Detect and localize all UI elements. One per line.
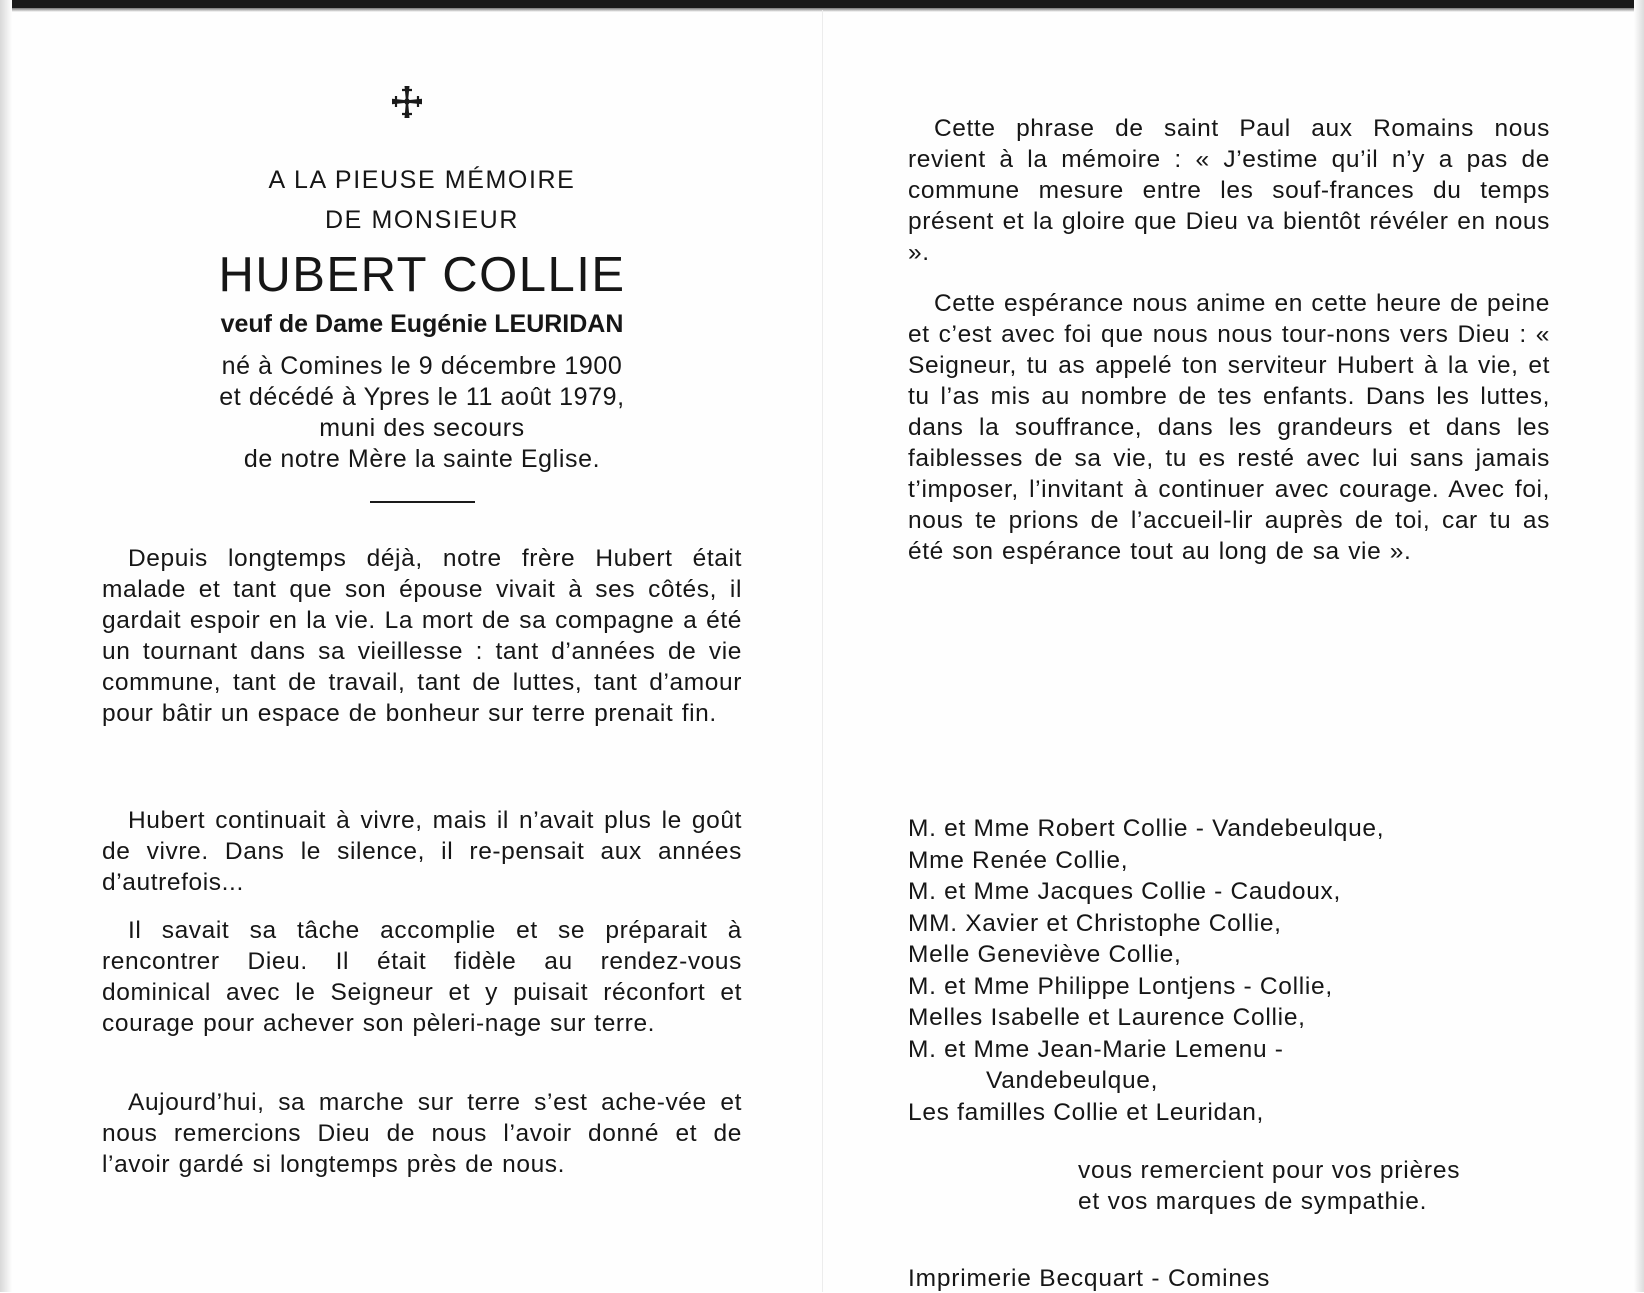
thanks-block xyxy=(1078,1155,1460,1217)
right-paragraph-1: Cette phrase de saint Paul aux Romains nous revient à la mémoire : « J’estime qu’il n’y a pas de commune mesure entre les souf-frances du temps présent et la gloire que Dieu va bientôt révéler en nous ». xyxy=(908,115,1550,266)
family-line: Melle Geneviève Collie, xyxy=(908,941,1182,968)
widower-line: veuf de Dame Eugénie LEURIDAN xyxy=(220,310,624,338)
scan-left-edge xyxy=(0,0,12,1292)
family-line: MM. Xavier et Christophe Collie, xyxy=(908,909,1282,937)
family-line: Vandebeulque, xyxy=(986,1067,1159,1094)
page-fold xyxy=(822,10,823,1292)
family-line: Melles Isabelle et Laurence Collie, xyxy=(908,1004,1306,1031)
family-line: M. et Mme Robert Collie - Vandebeulque, xyxy=(908,815,1385,842)
scan-top-edge xyxy=(0,0,1644,8)
memorial-heading: A LA PIEUSE MÉMOIRE xyxy=(268,166,576,194)
thanks-line-1: vous remercient pour vos prières xyxy=(1078,1157,1461,1184)
death-line: et décédé à Ypres le 11 août 1979, xyxy=(219,383,625,411)
family-line: Les familles Collie et Leuridan, xyxy=(908,1098,1265,1126)
family-line: M. et Mme Philippe Lontjens - Collie, xyxy=(908,972,1333,1000)
printer-credit: Imprimerie Becquart - Comines xyxy=(908,1265,1271,1292)
thanks-line-2: et vos marques de sympathie. xyxy=(1078,1188,1428,1215)
family-line: M. et Mme Jean-Marie Lemenu - xyxy=(908,1035,1284,1063)
right-paragraph-2: Cette espérance nous anime en cette heure de peine et c’est avec foi que nous nous tour-nons vers Dieu : « Seigneur, tu as appelé ton serviteur Hubert à la vie, et tu l’as mis au nombre de tes enfants. Dans les luttes, dans la souffrance, dans les grandeurs et dans les faiblesses de sa vie, tu es resté avec lui sans jamais t’imposer, l’invitant à continuer avec courage. Avec foi, nous te prions de l’accueil-lir auprès de toi, car tu as été son espérance tout au long de sa vie ». xyxy=(908,290,1550,565)
sacraments-line-1: muni des secours xyxy=(319,414,525,442)
deceased-name: HUBERT COLLIE xyxy=(218,248,626,302)
family-line: M. et Mme Jacques Collie - Caudoux, xyxy=(908,878,1341,905)
cross-icon xyxy=(389,84,425,120)
divider-rule xyxy=(370,501,475,503)
scan-right-edge xyxy=(1634,0,1644,1292)
left-paragraph-1: Depuis longtemps déjà, notre frère Hubert était malade et tant que son épouse vivait à ses côtés, il gardait espoir en la vie. La mort de sa compagne a été un tournant dans sa vieillesse : tant d’années de vie commune, tant de travail, tant de luttes, tant d’amour pour bâtir un espace de bonheur sur terre prenait fin. xyxy=(102,545,742,727)
birth-line: né à Comines le 9 décembre 1900 xyxy=(221,352,623,380)
left-paragraph-4: Aujourd’hui, sa marche sur terre s’est ache-vée et nous remercions Dieu de nous l’avoir donné et de l’avoir gardé si longtemps près de nous. xyxy=(102,1089,742,1178)
family-list xyxy=(908,813,1384,1128)
left-paragraph-3: Il savait sa tâche accomplie et se préparait à rencontrer Dieu. Il était fidèle au rendez-vous dominical avec le Seigneur et y puisait réconfort et courage pour achever son pèleri-nage sur terre. xyxy=(102,917,742,1037)
memorial-subheading: DE MONSIEUR xyxy=(324,206,519,234)
family-line: Mme Renée Collie, xyxy=(908,846,1129,874)
sacraments-line-2: de notre Mère la sainte Eglise. xyxy=(243,445,601,473)
left-paragraph-2: Hubert continuait à vivre, mais il n’avait plus le goût de vivre. Dans le silence, il re-pensait aux années d’autrefois... xyxy=(102,807,742,896)
